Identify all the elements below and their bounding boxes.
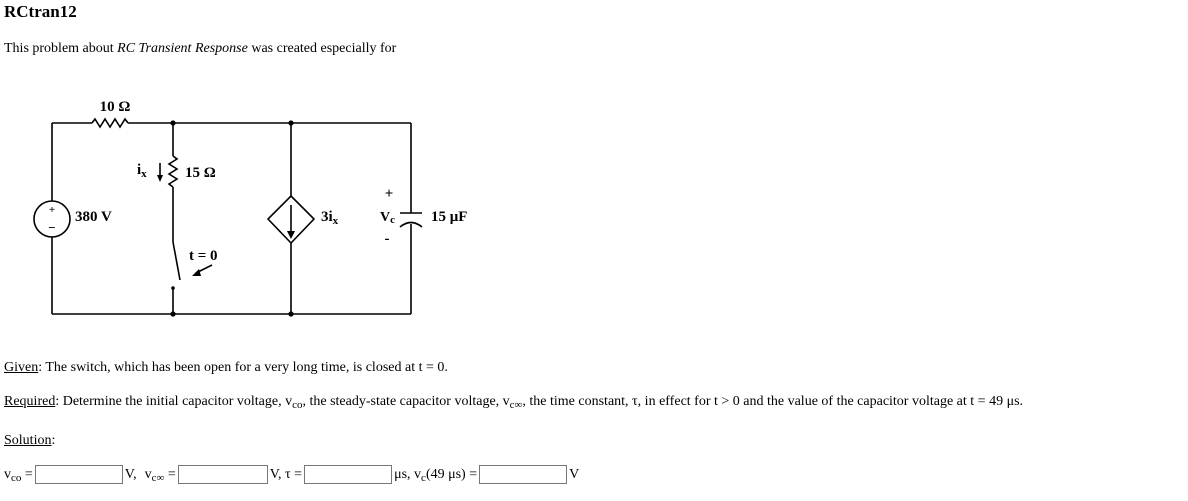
vco-input[interactable] [35,465,123,484]
cap-minus: - [384,231,390,247]
r1-label: 10 Ω [99,99,131,115]
node-dot-bottom-2 [288,311,293,316]
problem-title: RCtran12 [4,2,77,21]
vco-unit: V, [124,466,137,482]
vco-label: $v_{co}$ = [4,466,33,484]
switch-arrow-head [192,269,201,276]
given-label: Given [4,360,39,375]
vcinf-label: $v_{c\infty}$ = [144,466,176,484]
resistor-10-ohm [92,119,128,127]
vct-input[interactable] [479,465,567,484]
vct-unit: V [569,466,580,482]
cap-label: 15 μF [431,209,468,225]
r2-label: 15 Ω [185,165,216,181]
required-sub-cinf: c∞ [509,399,523,411]
solution-colon: : [51,433,56,448]
required-part-1: : Determine the initial capacitor voltage, v [55,394,293,409]
source-plus: + [48,204,56,216]
required-label: Required [4,394,56,409]
resistor-15-ohm [169,156,177,187]
node-dot-top-2 [288,120,293,125]
switch-blade [173,242,180,280]
intro-topic: RC Transient Response [117,41,248,56]
ix-label: $i_x$ [137,162,147,180]
required-sub-co: co [292,399,303,411]
vcinf-unit-tau-label: V, τ = [269,466,303,482]
node-dot-top-1 [170,120,175,125]
ix-arrow-head [157,175,163,182]
intro-prefix: This problem about [4,41,118,56]
intro-suffix: was created especially for [247,41,397,56]
tau-input[interactable] [304,465,392,484]
node-dot-bottom-1 [170,311,175,316]
answer-row [4,465,579,484]
switch-label: t = 0 [189,248,218,264]
given-body: : The switch, which has been open for a very long time, is closed at t = 0. [38,360,448,375]
vcinf-input[interactable] [178,465,268,484]
solution-heading [4,433,55,449]
source-minus: − [48,220,56,235]
solution-label: Solution [4,433,52,448]
source-label: 380 V [75,209,112,225]
required-part-3: , the time constant, τ, in effect for t > 0 and the value of the capacitor voltage at t = 49 μs. [522,394,1024,409]
required-part-2: , the steady-state capacitor voltage, v [302,394,510,409]
vc-label: Vc [380,210,396,226]
dep-source-label: $3i_x$ [321,209,339,227]
switch-contact-dot [171,286,175,290]
given-text [4,360,448,376]
vct-label: μs, $v_c(49$ μs) = [394,466,478,484]
cap-plus: + [384,186,394,202]
required-text [4,394,1023,410]
